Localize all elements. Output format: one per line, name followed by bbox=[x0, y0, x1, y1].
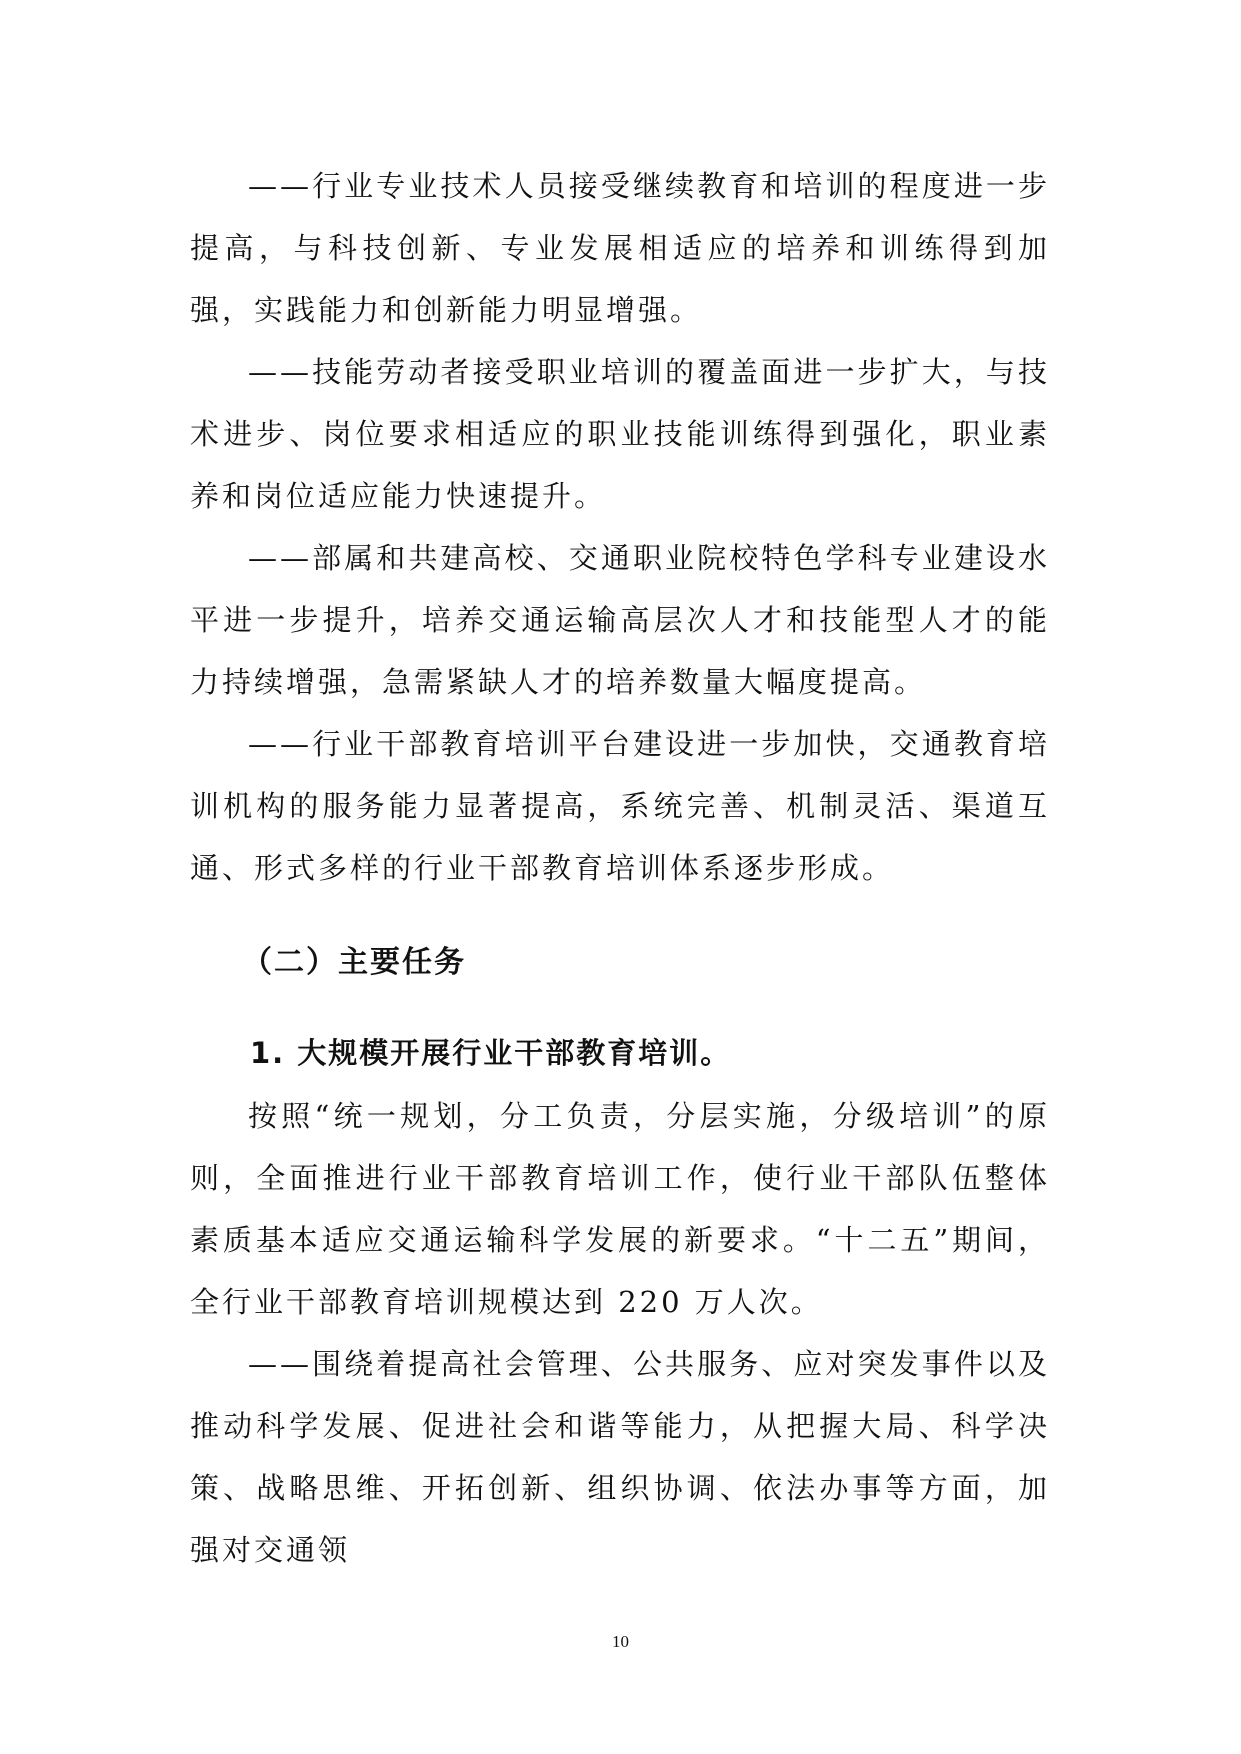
page-number: 10 bbox=[612, 1632, 629, 1651]
section-heading: （二）主要任务 bbox=[242, 945, 466, 980]
paragraph-vocational-training: ——技能劳动者接受职业培训的覆盖面进一步扩大，与技术进步、岗位要求相适应的职业技能训练得到强化，职业素养和岗位适应能力快速提升。 bbox=[190, 355, 1050, 513]
paragraph-cadre-training-platform: ——行业干部教育培训平台建设进一步加快，交通教育培训机构的服务能力显著提高，系统完善、机制灵活、渠道互通、形式多样的行业干部教育培训体系逐步形成。 bbox=[190, 727, 1050, 885]
subsection-heading: 1. 大规模开展行业干部教育培训。 bbox=[250, 1036, 732, 1070]
paragraph-university-programs: ——部属和共建高校、交通职业院校特色学科专业建设水平进一步提升，培养交通运输高层次人才和技能型人才的能力持续增强，急需紧缺人才的培养数量大幅度提高。 bbox=[190, 541, 1050, 699]
paragraph-professional-training: ——行业专业技术人员接受继续教育和培训的程度进一步提高，与科技创新、专业发展相适应的培养和训练得到加强，实践能力和创新能力明显增强。 bbox=[190, 169, 1050, 327]
paragraph-principles: 按照“统一规划，分工负责，分层实施，分级培训”的原则，全面推进行业干部教育培训工作，使行业干部队伍整体素质基本适应交通运输科学发展的新要求。“十二五”期间，全行业干部教育培训规模达到 220 万人次。 bbox=[190, 1099, 1050, 1319]
page-content bbox=[190, 155, 1050, 1581]
paragraph-capability-building: ——围绕着提高社会管理、公共服务、应对突发事件以及推动科学发展、促进社会和谐等能力，从把握大局、科学决策、战略思维、开拓创新、组织协调、依法办事等方面，加强对交通领 bbox=[190, 1347, 1050, 1567]
